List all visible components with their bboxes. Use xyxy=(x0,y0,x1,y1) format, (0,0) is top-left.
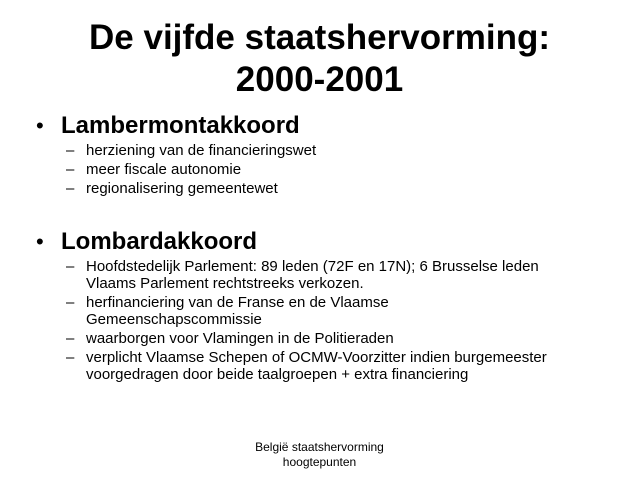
section-lambermontakkoord xyxy=(32,112,622,199)
bullet-icon: • xyxy=(36,229,44,254)
sub-list xyxy=(32,258,622,383)
list-item xyxy=(32,161,622,178)
list-item-text: meer fiscale autonomie xyxy=(86,161,242,178)
footer-line-1: België staatshervorming xyxy=(255,440,384,454)
list-item-line-2: Vlaams Parlement rechtstreeks verkozen. xyxy=(86,275,364,292)
list-item xyxy=(32,180,622,197)
dash-icon: – xyxy=(66,294,75,311)
dash-icon: – xyxy=(66,258,75,275)
section-heading xyxy=(32,228,622,256)
section-lombardakkoord xyxy=(32,228,622,385)
section-heading-text: Lambermontakkoord xyxy=(61,112,300,139)
section-heading-text: Lombardakkoord xyxy=(61,228,258,255)
dash-icon: – xyxy=(66,142,75,159)
list-item-line-2: voorgedragen door beide taalgroepen + extra financiering xyxy=(86,366,469,383)
dash-icon: – xyxy=(66,180,75,197)
section-heading xyxy=(32,112,622,140)
slide-title xyxy=(0,17,639,101)
list-item-text: herziening van de financieringswet xyxy=(86,142,317,159)
list-item-line-1: verplicht Vlaamse Schepen of OCMW-Voorzitter indien burgemeester xyxy=(86,349,547,366)
slide-footer xyxy=(0,440,639,470)
list-item-line-2: Gemeenschapscommissie xyxy=(86,311,262,328)
list-item-text: regionalisering gemeentewet xyxy=(86,180,278,197)
list-item-line-1: Hoofdstedelijk Parlement: 89 leden (72F en 17N); 6 Brusselse leden xyxy=(86,258,539,275)
dash-icon: – xyxy=(66,330,75,347)
list-item xyxy=(32,294,622,328)
list-item xyxy=(32,258,622,292)
list-item-line-1: waarborgen voor Vlamingen in de Politieraden xyxy=(86,330,394,347)
footer-line-2: hoogtepunten xyxy=(282,455,357,469)
title-line-2: 2000-2001 xyxy=(235,60,404,99)
list-item xyxy=(32,142,622,159)
dash-icon: – xyxy=(66,161,75,178)
bullet-icon: • xyxy=(36,113,44,138)
list-item-line-1: herfinanciering van de Franse en de Vlaamse xyxy=(86,294,389,311)
sub-list xyxy=(32,142,622,197)
dash-icon: – xyxy=(66,349,75,366)
title-line-1: De vijfde staatshervorming: xyxy=(89,18,550,57)
list-item xyxy=(32,330,622,347)
list-item xyxy=(32,349,622,383)
